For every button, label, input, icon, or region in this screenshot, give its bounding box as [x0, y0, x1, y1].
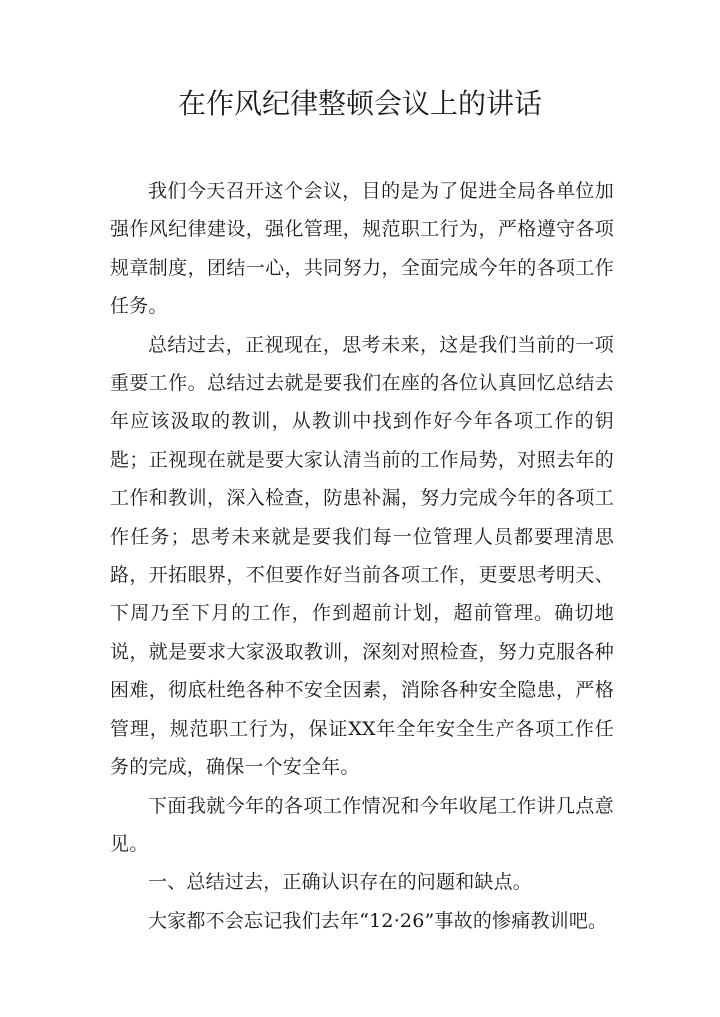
- document-body: [110, 172, 614, 940]
- paragraph-intro: 我们今天召开这个会议，目的是为了促进全局各单位加强作风纪律建设，强化管理，规范职工行为，严格遵守各项规章制度，团结一心，共同努力，全面完成今年的各项工作任务。: [110, 180, 614, 318]
- paragraph-summary: 总结过去，正视现在，思考未来，这是我们当前的一项重要工作。总结过去就是要我们在座的各位认真回忆总结去年应该汲取的教训，从教训中找到作好今年各项工作的钥匙；正视现在就是要大家认清当前的工作局势，对照去年的工作和教训，深入检查，防患补漏，努力完成今年的各项工作任务；思考未来就是要我们每一位管理人员都要理清思路，开拓眼界，不但要作好当前各项工作，更要思考明天、下周乃至下月的工作，作到超前计划，超前管理。确切地说，就是要求大家汲取教训，深刻对照检查，努力克服各种困难，彻底杜绝各种不安全因素，消除各种安全隐患，严格管理，规范职工行为，保证XX年全年安全生产各项工作任务的完成，确保一个安全年。: [110, 333, 614, 779]
- document-title: 在作风纪律整顿会议上的讲话: [177, 87, 542, 120]
- paragraph-accident: 大家都不会忘记我们去年“12·26”事故的惨痛教训吧。: [148, 909, 608, 932]
- paragraph-opinions: 下面我就今年的各项工作情况和今年收尾工作讲几点意见。: [110, 794, 614, 855]
- section-heading-one: 一、总结过去，正确认识存在的问题和缺点。: [148, 871, 533, 894]
